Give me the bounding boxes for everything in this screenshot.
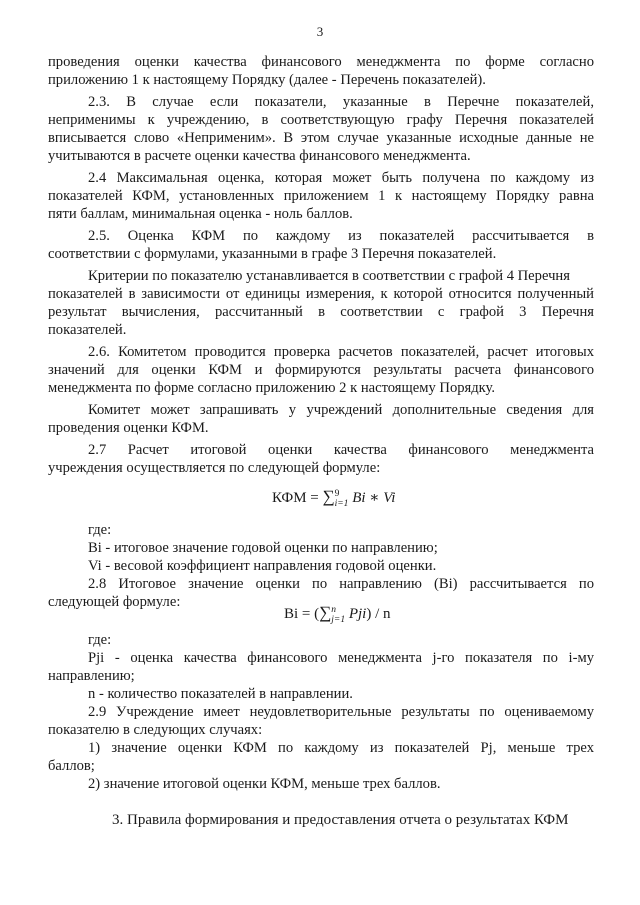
text-line: Vi - весовой коэффициент направления годовой оценки.	[88, 558, 437, 574]
page-number: 3	[316, 24, 324, 39]
text-line: проведения оценки КФМ.	[48, 420, 209, 436]
text-line: показателей в зависимости от единицы измерения, к которой относится полученный	[48, 286, 594, 302]
text-line: менеджмента по форме согласно приложению 2 к настоящему Порядку.	[48, 380, 496, 396]
text-line: Критерии по показателю устанавливается в соответствии с графой 4 Перечня	[88, 268, 570, 284]
text-line: 2.4 Максимальная оценка, которая может быть получена по каждому из	[88, 170, 594, 186]
text-line: Комитет может запрашивать у учреждений дополнительные сведения для	[88, 402, 594, 418]
text-line: где:	[88, 522, 112, 538]
text-line: n - количество показателей в направлении.	[88, 686, 353, 702]
text-line: баллов;	[48, 758, 95, 774]
text-line: пяти баллам, минимальная оценка - ноль баллов.	[48, 206, 353, 222]
text-line: следующей формуле:	[48, 594, 181, 610]
text-line: показателей КФМ, установленных приложением 1 к настоящему Порядку равна	[48, 188, 594, 204]
text-line: соответствии с формулами, указанными в графе 3 Перечня показателей.	[48, 246, 497, 262]
text-line: проведения оценки качества финансового менеджмента по форме согласно	[48, 54, 594, 70]
text-line: показателей.	[48, 322, 127, 338]
text-line: 2.7 Расчет итоговой оценки качества финансового менеджмента	[88, 442, 594, 458]
text-line: 2.6. Комитетом проводится проверка расчетов показателей, расчет итоговых	[88, 344, 594, 360]
text-line: Pji - оценка качества финансового менеджмента j-го показателя по i-му	[88, 650, 594, 666]
text-line: направлению;	[48, 668, 135, 684]
text-line: 2) значение итоговой оценки КФМ, меньше трех баллов.	[88, 776, 441, 792]
text-line: 2.5. Оценка КФМ по каждому из показателей рассчитывается в	[88, 228, 594, 244]
text-line: вписывается слово «Неприменим». В этом случае указанные исходные данные не	[48, 130, 594, 146]
text-line: где:	[88, 632, 112, 648]
formula-kfm: КФМ = ∑ 9 i=1 Bi ∗ Vi	[272, 487, 396, 509]
text-line: 2.8 Итоговое значение оценки по направлению (Bi) рассчитывается по	[88, 576, 594, 592]
text-line: результат вычисления, рассчитанный в соответствии с графой 3 Перечня	[48, 304, 594, 320]
formula-bi: Bi = (∑ n j=1 Pji) / n	[284, 603, 391, 625]
text-line: Bi - итоговое значение годовой оценки по направлению;	[88, 540, 438, 556]
text-line: учитываются в расчете оценки качества финансового менеджмента.	[48, 148, 471, 164]
text-line: учреждения осуществляется по следующей формуле:	[48, 460, 381, 476]
section-heading: 3. Правила формирования и предоставления отчета о результатах КФМ	[112, 812, 569, 828]
text-line: 2.9 Учреждение имеет неудовлетворительные результаты по оцениваемому	[88, 704, 594, 720]
text-line: приложению 1 к настоящему Порядку (далее - Перечень показателей).	[48, 72, 486, 88]
text-line: показателю в следующих случаях:	[48, 722, 263, 738]
text-line: значений для оценки КФМ и формируются результаты расчета финансового	[48, 362, 594, 378]
text-line: 1) значение оценки КФМ по каждому из показателей Pj, меньше трех	[88, 740, 594, 756]
text-line: 2.3. В случае если показатели, указанные в Перечне показателей,	[88, 94, 594, 110]
text-line: неприменимы к учреждению, в соответствующую графу Перечня показателей	[48, 112, 594, 128]
